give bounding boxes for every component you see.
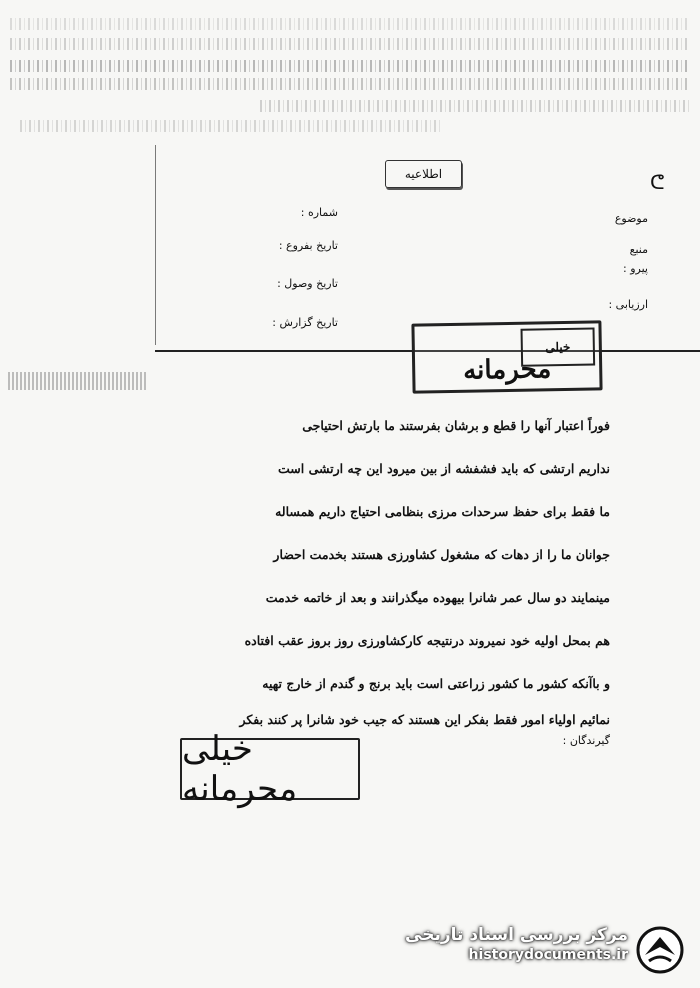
date-arrival-field: تاریخ وصول : bbox=[277, 277, 338, 290]
archive-logo-icon bbox=[635, 925, 685, 975]
body-line: و باآنکه کشور ما کشور زراعتی است باید برنج و گندم از خارج تهیه bbox=[262, 676, 610, 691]
follow-field: پیرو : bbox=[623, 262, 648, 275]
stamp-top-text: محرمانه bbox=[462, 354, 552, 386]
header-divider-vertical bbox=[155, 145, 156, 345]
faded-text-row bbox=[260, 100, 690, 112]
body-line: جوانان ما را از دهات که مشغول کشاورزی هستند بخدمت احضار bbox=[273, 547, 610, 562]
document-title: اطلاعیه bbox=[385, 160, 462, 188]
date-report-field: تاریخ گزارش : bbox=[272, 316, 338, 329]
stamp-bottom-text: خیلی محرمانه bbox=[182, 729, 298, 809]
margin-scribble bbox=[8, 372, 148, 390]
body-line: مینمایند دو سال عمر شانرا بیهوده میگذرانند و بعد از خاتمه خدمت bbox=[265, 590, 610, 605]
faded-text-row bbox=[10, 18, 690, 30]
body-line: نمائیم اولیاء امور فقط بفکر این هستند که جیب خود شانرا پر کنند بفکر bbox=[239, 712, 610, 727]
watermark-url: historydocuments.ir bbox=[468, 947, 628, 963]
body-line: نداریم ارتشی که باید فشفشه از بین میرود این چه ارتشی است bbox=[278, 461, 610, 476]
faded-text-row bbox=[10, 78, 690, 90]
confidential-stamp-top bbox=[411, 320, 602, 393]
body-line: ما فقط برای حفظ سرحدات مرزی بنظامی احتیاج داریم همساله bbox=[275, 504, 610, 519]
faded-text-row bbox=[10, 60, 690, 72]
faded-text-row bbox=[10, 38, 690, 50]
watermark-text bbox=[405, 925, 628, 963]
recipients-label: گیرندگان : bbox=[562, 734, 610, 747]
corner-mark-icon: ᕦ bbox=[650, 170, 665, 194]
confidential-stamp-bottom bbox=[180, 729, 360, 809]
date-intake-field: تاریخ بفروع : bbox=[278, 239, 338, 252]
body-line: هم بمحل اولیه خود نمیروند درنتیجه کارکشاورزی روز بروز عقب افتاده bbox=[244, 633, 610, 648]
source-field: منبع bbox=[629, 243, 648, 256]
body-line: فوراً اعتبار آنها را قطع و برشان بفرستند ما بارتش احتیاجی bbox=[302, 418, 610, 433]
watermark-name: مرکز بررسی اسناد تاریخی bbox=[405, 925, 628, 945]
evaluation-field: ارزیابی : bbox=[608, 298, 648, 311]
number-field: شماره : bbox=[300, 206, 338, 219]
stamp-top-tag: خیلی bbox=[521, 327, 596, 366]
subject-field: موضوع bbox=[614, 212, 648, 225]
faded-text-row bbox=[20, 120, 440, 132]
